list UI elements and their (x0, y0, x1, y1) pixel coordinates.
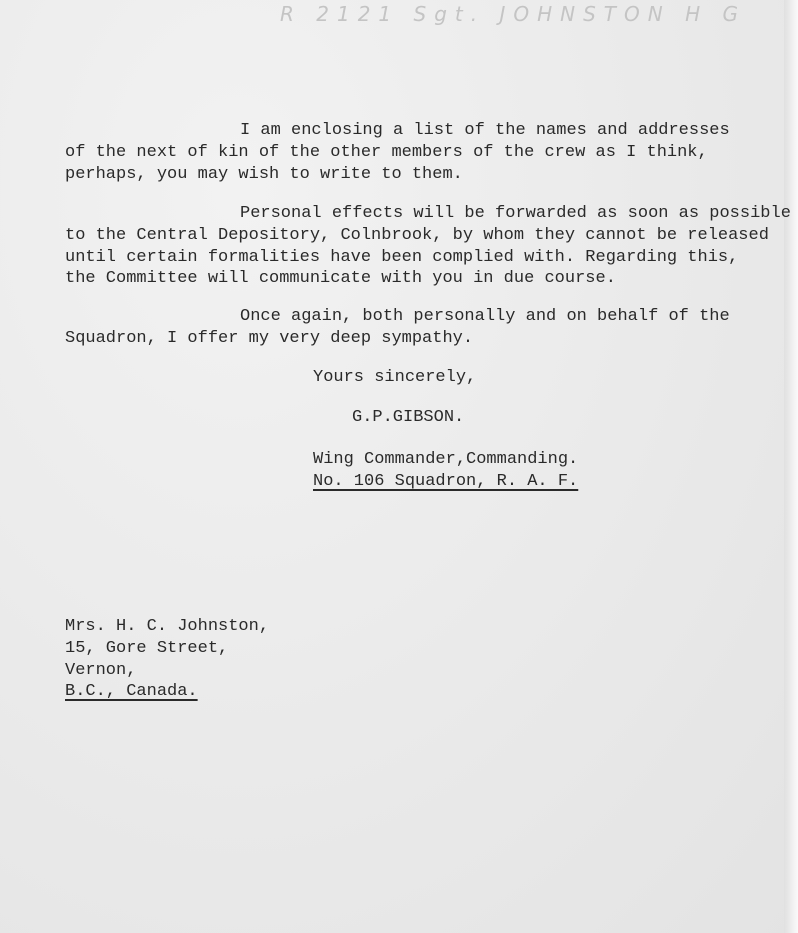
page-edge (784, 0, 798, 933)
signatory-name: G.P.GIBSON. (352, 408, 465, 427)
valediction: Yours sincerely, (313, 368, 477, 387)
paragraph-1-line: of the next of kin of the other members of the crew as I think, (65, 143, 708, 162)
recipient-city: Vernon, (65, 661, 137, 680)
handwritten-annotation: R 2121 Sgt. JOHNSTON H G (280, 2, 746, 26)
paragraph-3-line: Once again, both personally and on behalf of the (240, 307, 730, 326)
recipient-street: 15, Gore Street, (65, 639, 229, 658)
recipient-country: B.C., Canada. (65, 682, 198, 701)
paragraph-2-line: the Committee will communicate with you in due course. (65, 269, 616, 288)
paragraph-2-line: until certain formalities have been complied with. Regarding this, (65, 248, 739, 267)
paragraph-2-line: Personal effects will be forwarded as soon as possible (240, 204, 791, 223)
paragraph-2-line: to the Central Depository, Colnbrook, by whom they cannot be released (65, 226, 769, 245)
recipient-name: Mrs. H. C. Johnston, (65, 617, 270, 636)
signatory-title: Wing Commander,Commanding. (313, 450, 579, 469)
signatory-unit: No. 106 Squadron, R. A. F. (313, 472, 579, 491)
paragraph-1-line: I am enclosing a list of the names and addresses (240, 121, 730, 140)
paragraph-3-line: Squadron, I offer my very deep sympathy. (65, 329, 474, 348)
paragraph-1-line: perhaps, you may wish to write to them. (65, 165, 463, 184)
